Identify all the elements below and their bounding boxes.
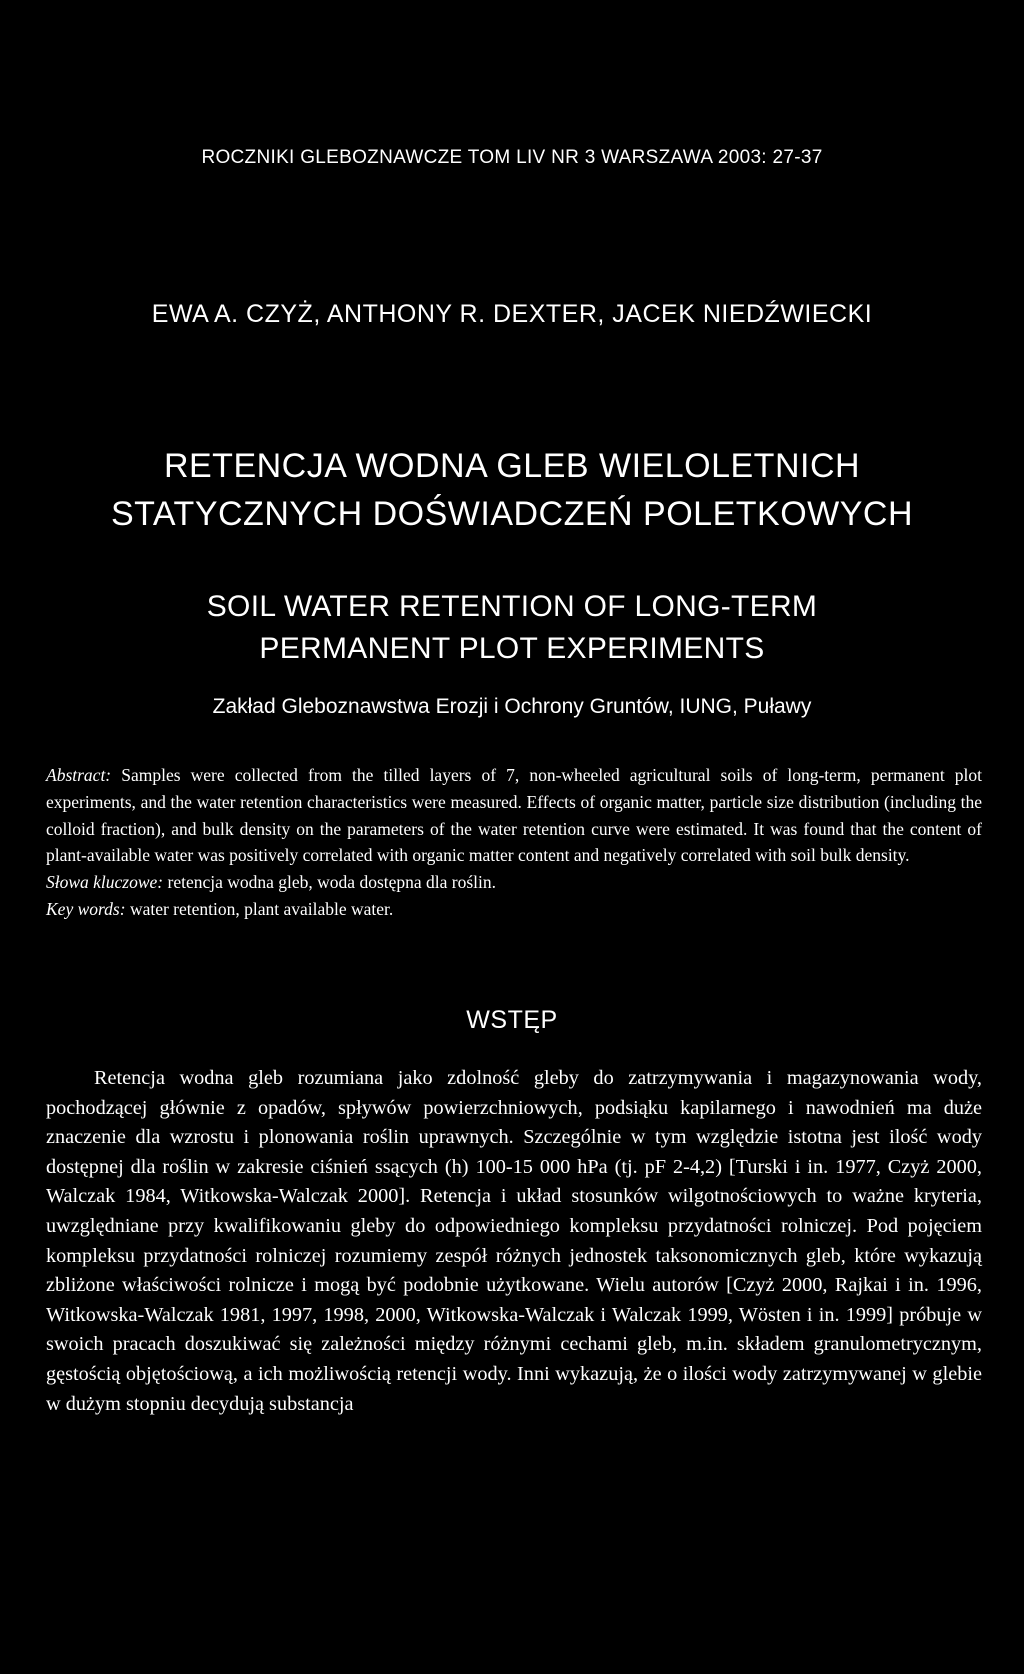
title-english-line-1: SOIL WATER RETENTION OF LONG-TERM [206, 590, 818, 623]
keywords-english [46, 896, 982, 923]
title-polish [0, 442, 1024, 538]
journal-header: ROCZNIKI GLEBOZNAWCZE TOM LIV NR 3 WARSZAWA 2003: 27-37 [201, 147, 823, 168]
title-polish-line-1: RETENCJA WODNA GLEB WIELOLETNICH [163, 447, 861, 485]
title-polish-line-2: STATYCZNYCH DOŚWIADCZEŃ POLETKOWYCH [110, 495, 914, 533]
body-paragraph: Retencja wodna gleb rozumiana jako zdolność gleby do zatrzymywania i magazynowania wody, pochodzącej głównie z opadów, spływów powierzchniowych, podsiąku kapilarnego i nawodnień ma duże znaczenie dla wzrostu i plonowania roślin uprawnych. Szczególnie w tym względzie istotna jest ilość wody dostępnej dla roślin w zakresie ciśnień ssących (h) 100-15 000 hPa (tj. pF 2-4,2) [Turski i in. 1977, Czyż 2000, Walczak 1984, Witkowska-Walczak 2000]. Retencja i układ stosunków wilgotnościowych to ważne kryteria, uwzględniane przy kwalifikowaniu gleby do odpowiedniego kompleksu przydatności rolniczej. Pod pojęciem kompleksu przydatności rolniczej rozumiemy zespół różnych jednostek taksonomicznych gleb, które wykazują zbliżone właściwości rolnicze i mogą być podobnie użytkowane. Wielu autorów [Czyż 2000, Rajkai i in. 1996, Witkowska-Walczak 1981, 1997, 1998, 2000, Witkowska-Walczak i Walczak 1999, Wösten i in. 1999] próbuje w swoich pracach doszukiwać się zależności między różnymi cechami gleb, m.in. składem granulometrycznym, gęstością objętościową, a ich możliwością retencji wody. Inni wykazują, że o ilości wody zatrzymywanej w glebie w dużym stopniu decydują substancja [46, 1067, 982, 1415]
abstract-section [46, 762, 982, 923]
abstract-paragraph [46, 762, 982, 869]
keywords-english-text: water retention, plant available water. [129, 898, 394, 919]
author-list: EWA A. CZYŻ, ANTHONY R. DEXTER, JACEK NIEDŹWIECKI [151, 300, 873, 328]
keywords-polish-text: retencja wodna gleb, woda dostępna dla roślin. [167, 872, 497, 893]
keywords-english-label: Key words: [46, 898, 126, 919]
section-heading: WSTĘP [466, 1006, 558, 1034]
affiliation: Zakład Gleboznawstwa Erozji i Ochrony Gruntów, IUNG, Puławy [212, 695, 812, 718]
abstract-text: Samples were collected from the tilled layers of 7, non-wheeled agricultural soils of long-term, permanent plot experiments, and the water retention characteristics were measured. Effects of organic matter, particle size distribution (including the colloid fraction), and bulk density on the parameters of the water retention curve were estimated. It was found that the content of plant-available water was positively correlated with organic matter content and negatively correlated with soil bulk density. [46, 765, 982, 866]
title-english [0, 586, 1024, 670]
keywords-polish-label: Słowa kluczowe: [46, 872, 164, 893]
abstract-label: Abstract: [46, 765, 112, 785]
title-english-line-2: PERMANENT PLOT EXPERIMENTS [259, 632, 765, 665]
keywords-polish [46, 869, 982, 896]
